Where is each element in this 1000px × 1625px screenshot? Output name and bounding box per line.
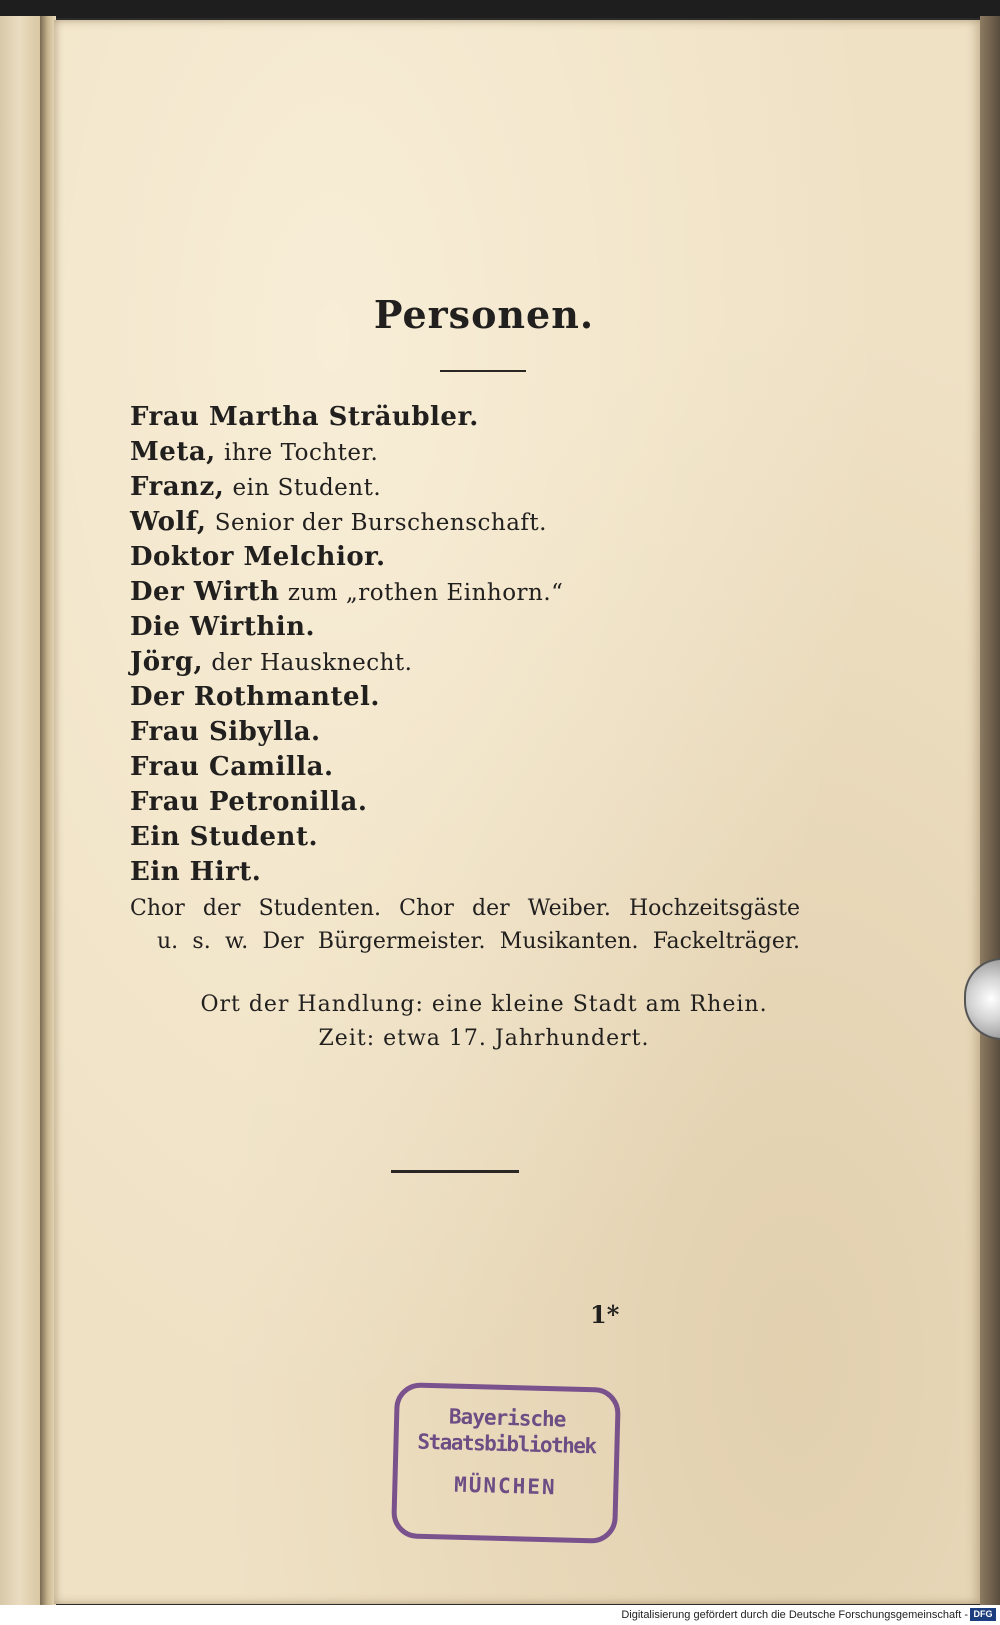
cast-entry xyxy=(130,470,830,505)
dfg-logo: DFG xyxy=(970,1608,996,1621)
cast-name: Franz, xyxy=(130,472,225,502)
page-number: 1* xyxy=(590,1300,620,1329)
cast-name: Ein Hirt. xyxy=(130,857,262,887)
digitization-credit: Digitalisierung gefördert durch die Deutsche Forschungsgemeinschaft - xyxy=(621,1609,968,1621)
cast-name: Der Rothmantel. xyxy=(130,682,380,712)
cast-name: Frau Petronilla. xyxy=(130,787,368,817)
cast-entry xyxy=(130,540,830,575)
cast-name: Wolf, xyxy=(130,507,207,537)
stamp-line-1: Bayerische xyxy=(448,1404,566,1432)
library-stamp xyxy=(391,1382,621,1544)
cast-name: Ein Student. xyxy=(130,822,319,852)
cast-entry xyxy=(130,505,830,540)
cast-entry xyxy=(130,400,830,435)
cast-name: Doktor Melchior. xyxy=(130,542,386,572)
cast-name: Die Wirthin. xyxy=(130,612,316,642)
cast-entry xyxy=(130,680,830,715)
cast-name: Jörg, xyxy=(130,647,204,677)
cast-name: Frau Sibylla. xyxy=(130,717,321,747)
cast-description: ein Student. xyxy=(232,475,382,501)
cast-name: Frau Martha Sträubler. xyxy=(130,402,479,432)
cast-entry xyxy=(130,715,830,750)
setting-place: Ort der Handlung: eine kleine Stadt am Rhein. xyxy=(200,992,768,1017)
cast-entry xyxy=(130,855,830,890)
closing-rule xyxy=(391,1170,519,1173)
cast-entry xyxy=(130,820,830,855)
cast-name: Der Wirth xyxy=(130,577,280,607)
page-title: Personen. xyxy=(373,292,595,337)
top-edge xyxy=(0,0,1000,18)
cast-name: Frau Camilla. xyxy=(130,752,334,782)
cast-entry xyxy=(130,750,830,785)
title-rule xyxy=(440,370,526,372)
cast-description: der Hausknecht. xyxy=(211,650,413,676)
cast-entry xyxy=(130,785,830,820)
cast-description: Senior der Burschenschaft. xyxy=(214,510,547,536)
extras-line-1: Chor der Studenten. Chor der Weiber. Hochzeitsgäste xyxy=(130,896,800,921)
cast-list xyxy=(130,400,830,890)
cast-description: zum „rothen Einhorn.“ xyxy=(287,580,564,606)
cast-entry xyxy=(130,575,830,610)
extras-line-2: u. s. w. Der Bürgermeister. Musikanten. Fackelträger. xyxy=(157,929,800,954)
cast-name: Meta, xyxy=(130,437,216,467)
stamp-line-3: MÜNCHEN xyxy=(453,1472,557,1500)
stamp-line-2: Staatsbibliothek xyxy=(417,1429,596,1459)
cast-entry xyxy=(130,610,830,645)
cast-description: ihre Tochter. xyxy=(224,440,379,466)
book-cover-edge xyxy=(980,16,1000,1606)
cast-entry xyxy=(130,645,830,680)
cast-entry xyxy=(130,435,830,470)
setting-block xyxy=(0,988,968,1056)
setting-time: Zeit: etwa 17. Jahrhundert. xyxy=(318,1026,650,1051)
